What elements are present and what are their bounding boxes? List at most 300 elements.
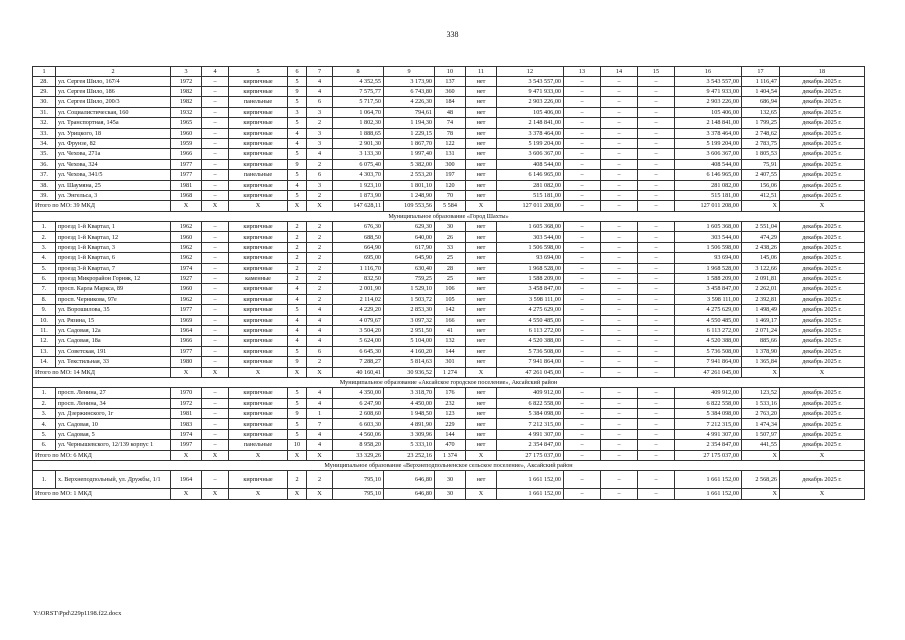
table-cell: 1 064,70 <box>333 107 384 117</box>
table-cell: 3 458 847,00 <box>497 284 564 294</box>
table-cell: – <box>638 222 675 232</box>
table-row <box>33 429 865 439</box>
table-cell: – <box>601 170 638 180</box>
table-cell: – <box>638 284 675 294</box>
total-cell: X <box>202 367 229 377</box>
total-cell: 795,10 <box>333 489 384 499</box>
table-cell: 1 805,53 <box>742 149 780 159</box>
total-cell: 47 261 045,00 <box>497 367 564 377</box>
table-cell: 3 606 367,00 <box>497 149 564 159</box>
table-cell: – <box>638 336 675 346</box>
table-cell: – <box>601 263 638 273</box>
total-cell: 27 175 037,00 <box>497 450 564 460</box>
table-cell: 37. <box>33 170 56 180</box>
table-cell: 2 <box>307 232 333 242</box>
table-cell: 2 <box>288 253 307 263</box>
table-cell: декабрь 2025 г. <box>780 107 865 117</box>
table-cell: 5 <box>288 97 307 107</box>
table-cell: 5 <box>288 429 307 439</box>
total-cell: – <box>601 367 638 377</box>
table-cell: – <box>638 346 675 356</box>
table-cell: – <box>638 429 675 439</box>
table-cell: 33. <box>33 128 56 138</box>
table-cell: 4 <box>307 388 333 398</box>
table-row <box>33 409 865 419</box>
address-cell: проезд Микрорайон Горняк, 12 <box>56 274 171 284</box>
table-cell: 281 082,00 <box>675 180 742 190</box>
table-cell: декабрь 2025 г. <box>780 190 865 200</box>
table-cell: кирпичные <box>229 232 288 242</box>
table-cell: 409 912,00 <box>497 388 564 398</box>
table-cell: 3 543 557,00 <box>675 76 742 86</box>
table-cell: 4 991 307,00 <box>675 429 742 439</box>
table-cell: 1974 <box>171 263 202 273</box>
total-cell: X <box>742 450 780 460</box>
table-cell: 1964 <box>171 471 202 489</box>
table-cell: 8 958,20 <box>333 440 384 450</box>
address-cell: ул. Рязина, 15 <box>56 315 171 325</box>
table-row <box>33 149 865 159</box>
table-cell: 1 507,97 <box>742 429 780 439</box>
address-cell: ул. Сергея Шило, 186 <box>56 86 171 96</box>
table-cell: 7 288,27 <box>333 357 384 367</box>
table-cell: 1962 <box>171 242 202 252</box>
table-cell: 5 <box>288 149 307 159</box>
total-cell: X <box>288 201 307 211</box>
table-row <box>33 294 865 304</box>
address-cell: ул. Фрунзе, 82 <box>56 138 171 148</box>
address-cell: просп. Черникова, 97е <box>56 294 171 304</box>
table-cell: – <box>638 86 675 96</box>
table-cell: нет <box>466 357 497 367</box>
table-cell: 3 133,30 <box>333 149 384 159</box>
table-cell: кирпичные <box>229 284 288 294</box>
table-row <box>33 97 865 107</box>
table-cell: 1 506 598,00 <box>497 242 564 252</box>
table-cell: 36. <box>33 159 56 169</box>
table-cell: 2 853,30 <box>384 305 435 315</box>
total-cell: X <box>171 450 202 460</box>
table-cell: 2 <box>307 357 333 367</box>
table-cell: 695,00 <box>333 253 384 263</box>
table-cell: нет <box>466 242 497 252</box>
table-cell: нет <box>466 190 497 200</box>
table-cell: 137 <box>435 76 466 86</box>
table-cell: 4 <box>307 86 333 96</box>
housing-repair-table-container <box>32 66 864 500</box>
table-cell: 7 575,77 <box>333 86 384 96</box>
column-number: 18 <box>780 67 865 77</box>
table-row <box>33 128 865 138</box>
total-row <box>33 201 865 211</box>
table-cell: нет <box>466 429 497 439</box>
table-cell: нет <box>466 263 497 273</box>
table-cell: 3 309,96 <box>384 429 435 439</box>
table-cell: 1982 <box>171 86 202 96</box>
table-cell: 2 <box>307 284 333 294</box>
total-cell: 5 584 <box>435 201 466 211</box>
total-cell: – <box>638 489 675 499</box>
table-cell: – <box>202 315 229 325</box>
table-cell: 132 <box>435 336 466 346</box>
table-cell: 4. <box>33 253 56 263</box>
table-cell: 1 661 152,00 <box>497 471 564 489</box>
table-row <box>33 419 865 429</box>
table-cell: 2 114,02 <box>333 294 384 304</box>
table-cell: нет <box>466 138 497 148</box>
table-cell: нет <box>466 315 497 325</box>
table-cell: 12. <box>33 336 56 346</box>
total-cell: X <box>229 450 288 460</box>
total-cell: X <box>288 489 307 499</box>
table-cell: – <box>638 315 675 325</box>
table-cell: – <box>638 107 675 117</box>
table-cell: 9 <box>288 86 307 96</box>
table-cell: 515 181,00 <box>497 190 564 200</box>
table-cell: – <box>202 409 229 419</box>
table-cell: 4 450,00 <box>384 398 435 408</box>
table-cell: кирпичные <box>229 159 288 169</box>
table-cell: 9 <box>288 357 307 367</box>
table-cell: – <box>202 346 229 356</box>
table-cell: – <box>564 97 601 107</box>
table-cell: 795,10 <box>333 471 384 489</box>
total-cell: X <box>171 367 202 377</box>
total-cell: X <box>466 367 497 377</box>
table-row <box>33 180 865 190</box>
total-cell: 1 374 <box>435 450 466 460</box>
table-cell: 2 071,24 <box>742 325 780 335</box>
table-cell: 11. <box>33 325 56 335</box>
table-cell: 664,90 <box>333 242 384 252</box>
total-cell: X <box>288 367 307 377</box>
column-number: 8 <box>333 67 384 77</box>
table-row <box>33 274 865 284</box>
total-cell: X <box>229 367 288 377</box>
table-cell: 1. <box>33 222 56 232</box>
table-cell: 2 568,26 <box>742 471 780 489</box>
table-cell: 645,90 <box>384 253 435 263</box>
table-cell: 1964 <box>171 325 202 335</box>
total-cell: X <box>780 201 865 211</box>
table-cell: 30. <box>33 97 56 107</box>
table-cell: 2 262,01 <box>742 284 780 294</box>
table-cell: 688,50 <box>333 232 384 242</box>
table-cell: нет <box>466 170 497 180</box>
table-cell: – <box>564 86 601 96</box>
column-number: 2 <box>56 67 171 77</box>
table-cell: кирпичные <box>229 128 288 138</box>
table-cell: 1977 <box>171 346 202 356</box>
address-cell: ул. Садовая, 18а <box>56 336 171 346</box>
table-cell: 28 <box>435 263 466 273</box>
table-cell: 1 <box>307 409 333 419</box>
table-cell: 1962 <box>171 294 202 304</box>
table-cell: – <box>564 149 601 159</box>
table-cell: 1 248,90 <box>384 190 435 200</box>
table-cell: 3 504,20 <box>333 325 384 335</box>
table-cell: кирпичные <box>229 357 288 367</box>
table-cell: 1981 <box>171 180 202 190</box>
table-cell: 1. <box>33 388 56 398</box>
table-cell: – <box>638 76 675 86</box>
table-cell: декабрь 2025 г. <box>780 118 865 128</box>
table-cell: 4 891,90 <box>384 419 435 429</box>
table-cell: 4 229,20 <box>333 305 384 315</box>
table-row <box>33 315 865 325</box>
table-cell: 120 <box>435 180 466 190</box>
table-cell: 3 458 847,00 <box>675 284 742 294</box>
address-cell: просп. Ленина, 34 <box>56 398 171 408</box>
table-cell: 5 <box>288 398 307 408</box>
table-cell: декабрь 2025 г. <box>780 253 865 263</box>
total-cell: X <box>202 489 229 499</box>
table-cell: – <box>202 398 229 408</box>
table-cell: 7. <box>33 284 56 294</box>
table-cell: 1 605 368,00 <box>497 222 564 232</box>
column-number: 1 <box>33 67 56 77</box>
table-cell: 5. <box>33 263 56 273</box>
table-cell: 1 404,54 <box>742 86 780 96</box>
table-cell: – <box>601 76 638 86</box>
table-cell: – <box>202 232 229 242</box>
table-cell: 105 406,00 <box>675 107 742 117</box>
table-row <box>33 170 865 180</box>
table-cell: 5 <box>288 190 307 200</box>
table-cell: 5 382,00 <box>384 159 435 169</box>
table-cell: – <box>601 440 638 450</box>
table-cell: 2 <box>307 471 333 489</box>
table-row <box>33 222 865 232</box>
table-cell: 303 544,00 <box>497 232 564 242</box>
table-row <box>33 253 865 263</box>
column-number-row <box>33 67 865 77</box>
column-number: 7 <box>307 67 333 77</box>
table-cell: 2 <box>307 190 333 200</box>
address-cell: х. Верхнеподпольный, ул. Дружбы, 1/1 <box>56 471 171 489</box>
total-cell: 30 936,52 <box>384 367 435 377</box>
table-cell: 4 550 485,00 <box>675 315 742 325</box>
table-cell: 28. <box>33 76 56 86</box>
table-row <box>33 305 865 315</box>
table-cell: 2 <box>307 159 333 169</box>
table-cell: 4 <box>307 149 333 159</box>
municipality-name: Муниципальное образование «Город Шахты» <box>33 211 865 221</box>
total-cell: X <box>202 450 229 460</box>
table-cell: 105 <box>435 294 466 304</box>
table-row <box>33 76 865 86</box>
total-cell: X <box>307 201 333 211</box>
table-cell: – <box>638 118 675 128</box>
table-cell: 7 212 315,00 <box>497 419 564 429</box>
total-row <box>33 489 865 499</box>
table-cell: 78 <box>435 128 466 138</box>
total-cell: 1 661 152,00 <box>675 489 742 499</box>
table-cell: кирпичные <box>229 315 288 325</box>
table-cell: 5 814,63 <box>384 357 435 367</box>
table-cell: 4 275 629,00 <box>675 305 742 315</box>
table-cell: – <box>601 346 638 356</box>
table-cell: – <box>202 118 229 128</box>
table-cell: – <box>601 222 638 232</box>
table-cell: 1 997,40 <box>384 149 435 159</box>
table-cell: нет <box>466 159 497 169</box>
table-row <box>33 138 865 148</box>
table-cell: 26 <box>435 232 466 242</box>
total-cell: – <box>638 450 675 460</box>
table-cell: 2 951,50 <box>384 325 435 335</box>
table-cell: 2 783,75 <box>742 138 780 148</box>
table-cell: 184 <box>435 97 466 107</box>
table-cell: 4 <box>288 336 307 346</box>
table-cell: 41 <box>435 325 466 335</box>
table-cell: 10. <box>33 315 56 325</box>
table-cell: 145,06 <box>742 253 780 263</box>
table-cell: кирпичные <box>229 346 288 356</box>
table-cell: 6 075,40 <box>333 159 384 169</box>
address-cell: ул. Советская, 191 <box>56 346 171 356</box>
total-cell: X <box>307 450 333 460</box>
total-cell: – <box>638 367 675 377</box>
table-cell: 630,40 <box>384 263 435 273</box>
table-cell: – <box>638 149 675 159</box>
total-cell: X <box>742 489 780 499</box>
total-cell: X <box>466 201 497 211</box>
table-cell: 14. <box>33 357 56 367</box>
table-cell: нет <box>466 97 497 107</box>
table-cell: 4 991 307,00 <box>497 429 564 439</box>
table-cell: 5 624,00 <box>333 336 384 346</box>
total-cell: X <box>307 489 333 499</box>
table-cell: – <box>202 294 229 304</box>
table-cell: – <box>638 325 675 335</box>
table-cell: – <box>202 471 229 489</box>
table-cell: 4 275 629,00 <box>497 305 564 315</box>
table-cell: нет <box>466 253 497 263</box>
table-cell: 6 113 272,00 <box>675 325 742 335</box>
table-cell: – <box>638 97 675 107</box>
table-cell: – <box>601 232 638 242</box>
total-cell: 40 160,41 <box>333 367 384 377</box>
column-number: 14 <box>601 67 638 77</box>
table-cell: 5 384 098,00 <box>497 409 564 419</box>
table-row <box>33 471 865 489</box>
table-cell: 1 873,90 <box>333 190 384 200</box>
total-cell: X <box>202 201 229 211</box>
total-cell: – <box>601 489 638 499</box>
table-cell: 197 <box>435 170 466 180</box>
table-cell: – <box>202 128 229 138</box>
table-cell: 3. <box>33 242 56 252</box>
table-cell: 6 146 965,00 <box>497 170 564 180</box>
table-cell: нет <box>466 471 497 489</box>
table-cell: 1969 <box>171 315 202 325</box>
table-cell: 1983 <box>171 419 202 429</box>
table-cell: 4 <box>307 336 333 346</box>
table-cell: 2 553,20 <box>384 170 435 180</box>
address-cell: ул. Чехова, 324 <box>56 159 171 169</box>
table-cell: нет <box>466 284 497 294</box>
table-cell: 9. <box>33 305 56 315</box>
table-cell: 4 520 388,00 <box>675 336 742 346</box>
table-cell: 3 543 557,00 <box>497 76 564 86</box>
table-cell: 515 181,00 <box>675 190 742 200</box>
total-cell: X <box>780 450 865 460</box>
table-cell: – <box>601 305 638 315</box>
table-cell: нет <box>466 409 497 419</box>
table-cell: 1 948,50 <box>384 409 435 419</box>
table-cell: 5 <box>288 118 307 128</box>
address-cell: ул. Чехова, 341/5 <box>56 170 171 180</box>
table-cell: 31. <box>33 107 56 117</box>
table-cell: кирпичные <box>229 429 288 439</box>
table-cell: 1 116,70 <box>333 263 384 273</box>
total-cell: X <box>466 489 497 499</box>
table-cell: 2 748,62 <box>742 128 780 138</box>
table-cell: 5 104,00 <box>384 336 435 346</box>
table-cell: кирпичные <box>229 325 288 335</box>
table-cell: – <box>601 180 638 190</box>
table-cell: – <box>202 149 229 159</box>
table-cell: 2 551,04 <box>742 222 780 232</box>
table-cell: – <box>564 471 601 489</box>
table-cell: – <box>601 253 638 263</box>
table-cell: 4 226,30 <box>384 97 435 107</box>
address-cell: ул. Чехова, 271а <box>56 149 171 159</box>
table-cell: 4 560,06 <box>333 429 384 439</box>
table-cell: кирпичные <box>229 149 288 159</box>
table-cell: 6 146 965,00 <box>675 170 742 180</box>
total-cell: 109 553,56 <box>384 201 435 211</box>
table-cell: 33 <box>435 242 466 252</box>
table-cell: 4 160,20 <box>384 346 435 356</box>
table-cell: – <box>638 305 675 315</box>
table-cell: – <box>638 419 675 429</box>
table-cell: – <box>202 388 229 398</box>
table-cell: 1977 <box>171 170 202 180</box>
table-cell: 1 801,10 <box>384 180 435 190</box>
municipality-name: Муниципальное образование «Верхнеподпольненское сельское поселение», Аксайский район <box>33 461 865 471</box>
table-cell: 1 605 368,00 <box>675 222 742 232</box>
table-cell: 3 173,90 <box>384 76 435 86</box>
table-cell: 3 <box>288 107 307 117</box>
table-cell: 3 <box>307 180 333 190</box>
table-cell: – <box>564 222 601 232</box>
table-cell: 6 247,90 <box>333 398 384 408</box>
table-cell: 5 <box>288 170 307 180</box>
table-cell: – <box>564 305 601 315</box>
table-cell: 1 661 152,00 <box>675 471 742 489</box>
table-cell: кирпичные <box>229 336 288 346</box>
table-cell: 1 529,10 <box>384 284 435 294</box>
table-cell: 9 471 933,00 <box>497 86 564 96</box>
table-row <box>33 86 865 96</box>
table-cell: 7 <box>307 419 333 429</box>
table-cell: 409 912,00 <box>675 388 742 398</box>
table-cell: 5 <box>288 388 307 398</box>
table-row <box>33 440 865 450</box>
table-cell: – <box>638 388 675 398</box>
table-cell: 4 <box>288 138 307 148</box>
table-cell: 832,50 <box>333 274 384 284</box>
table-cell: каменные <box>229 274 288 284</box>
table-cell: – <box>564 429 601 439</box>
table-cell: 794,61 <box>384 107 435 117</box>
document-path-footer: Y:\ORST\Ppd\229p1198.f22.docx <box>33 610 122 617</box>
table-cell: кирпичные <box>229 471 288 489</box>
table-cell: 303 544,00 <box>675 232 742 242</box>
table-cell: 1962 <box>171 222 202 232</box>
